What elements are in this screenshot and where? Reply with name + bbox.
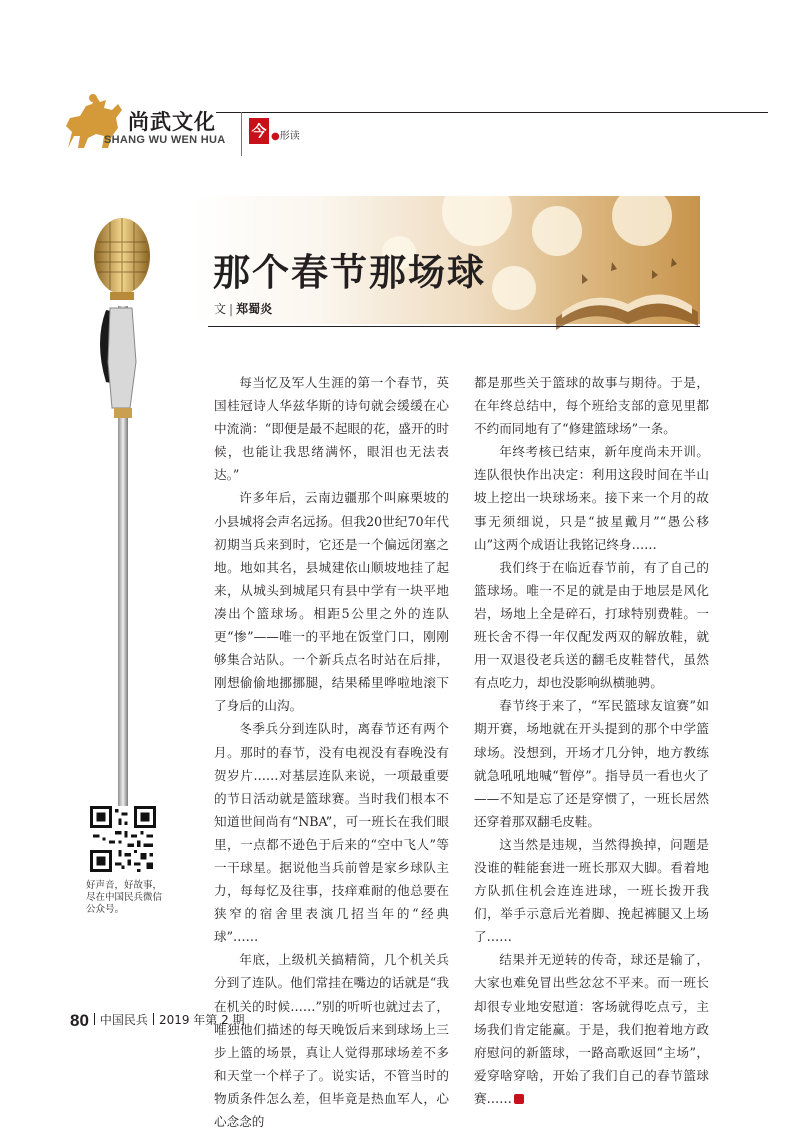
column-label-text: 形读	[279, 131, 300, 142]
paragraph: 年底，上级机关搞精简，几个机关兵分到了连队。他们常挂在嘴边的话就是“我在机关的时候……”别的听听也就过去了，唯独他们描述的每天晚饭后来到球场上三步上篮的场景，真让人觉得那球场差不多和天堂一个样子了。说实话，不管当时的物质条件怎么差，但毕竟是热血军人，心心念念的	[214, 952, 449, 1129]
footer-divider	[153, 1013, 154, 1025]
bokeh-light	[492, 266, 536, 310]
issue-label: 2019 年第 2 期	[158, 1013, 245, 1027]
end-mark-icon	[514, 1094, 524, 1104]
paragraph: 都是那些关于篮球的故事与期待。于是，在年终总结中，每个班给支部的意见里都不约而同地有了“修建篮球场”一条。	[474, 375, 709, 437]
byline-prefix: 文	[214, 302, 227, 316]
paragraph: 春节终于来了，“军民篮球友谊赛”如期开赛，场地就在开头提到的那个中学篮球场。没想到，开场才几分钟，地方教练就急吼吼地喊“暂停”。指导员一看也火了——不知是忘了还是穿惯了，一班长居然还穿着那双翻毛皮鞋。	[474, 698, 709, 829]
paragraph: 结果并无逆转的传奇，球还是输了，大家也难免冒出些忿忿不平来。而一班长却很专业地安慰道：客场就得吃点亏，主场我们肯定能赢。于是，我们抱着地方政府慰问的新篮球，一路高歌返回“主场”，爱穿啥穿啥，开始了我们自己的春节篮球赛……	[474, 952, 709, 1106]
page-number: 80	[70, 1011, 89, 1030]
column-badge: 今	[249, 118, 269, 144]
qr-code[interactable]	[90, 806, 156, 872]
magazine-name: 中国民兵	[99, 1013, 148, 1027]
open-book-icon	[552, 252, 702, 330]
title-rule	[208, 326, 700, 327]
byline: 文 | 郑蜀炎	[214, 302, 273, 316]
article-column-left	[214, 371, 449, 1133]
qr-caption: 好声音，好故事，尽在中国民兵微信公众号。	[86, 880, 163, 915]
article-column-right	[474, 371, 709, 1110]
bullet-icon: ●	[271, 131, 280, 142]
bokeh-light	[442, 196, 512, 246]
bokeh-light	[532, 206, 582, 256]
article-title: 那个春节那场球	[213, 251, 486, 294]
paragraph: 许多年后，云南边疆那个叫麻栗坡的小县城将会声名远扬。但我20世纪70年代初期当兵来到时，它还是一个偏远闭塞之地。地如其名，县城建依山顺坡地挂了起来，从城头到城尾只有县中学有一块平地凑出个篮球场。相距5公里之外的连队更“惨”——唯一的平地在饭堂门口，刚刚够集合站队。一个新兵点名时站在后排，刚想偷偷地挪挪腿，结果稀里哗啦地滚下了身后的山沟。	[214, 490, 449, 714]
paragraph: 我们终于在临近春节前，有了自己的篮球场。唯一不足的就是由于地层是风化岩，场地上全是碎石，打球特别费鞋。一班长舍不得一年仅配发两双的解放鞋，就用一双退役老兵送的翻毛皮鞋替代，虽然有点吃力，却也没影响纵横驰骋。	[474, 559, 709, 691]
paragraph: 年终考核已结束，新年度尚未开训。连队很快作出决定：利用这段时间在半山坡上挖出一块球场来。接下来一个月的故事无须细说，只是“披星戴月”“愚公移山”这两个成语让我铭记终身……	[474, 444, 709, 552]
bokeh-light	[612, 196, 672, 246]
column-label	[271, 127, 300, 142]
brand-title: 尚武文化	[128, 110, 216, 134]
paragraph: 每当忆及军人生涯的第一个春节，英国桂冠诗人华兹华斯的诗句就会缓缓在心中流淌：“即便是最不起眼的花，盛开的时候，也能让我思绪满怀，眼泪也无法表达。”	[214, 375, 449, 483]
brand-subtitle: SHANG WU WEN HUA	[104, 134, 226, 146]
author-name: 郑蜀炎	[236, 302, 273, 316]
paragraph: 这当然是违规，当然得换掉，问题是没谁的鞋能套进一班长那双大脚。看着地方队抓住机会连连进球，一班长拨开我们，举手示意后光着脚、挽起裤腿又上场了……	[474, 836, 709, 945]
header-divider	[241, 112, 242, 156]
paragraph: 冬季兵分到连队时，离春节还有两个月。那时的春节，没有电视没有春晚没有贺岁片……对基层连队来说，一项最重要的节日活动就是篮球赛。当时我们根本不知道世间尚有“NBA”，可一班长在我们眼里，一点都不逊色于后来的“空中飞人”等一干球星。据说他当兵前曾是家乡球队主力，每每忆及往事，技痒难耐的他总要在狭窄的宿舍里表演几招当年的“经典球”……	[214, 721, 449, 945]
footer-divider	[94, 1013, 95, 1025]
header-rule	[216, 112, 768, 113]
microphone-icon	[88, 212, 164, 816]
page-footer	[70, 1011, 245, 1031]
